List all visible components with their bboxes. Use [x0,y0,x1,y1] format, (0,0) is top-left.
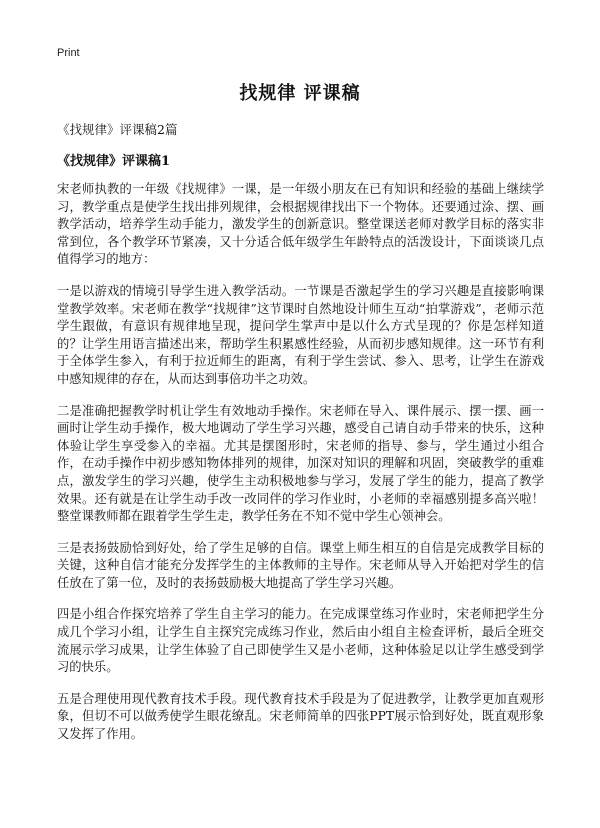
paragraph-point-2: 二是准确把握教学时机让学生有效地动手操作。宋老师在导入、课件展示、摆一摆、画一画时让学生动手操作，极大地调动了学生学习兴趣，感受自己请自动手带来的快乐，这种体验让学生享受参入的幸福。尤其是摆图形时，宋老师的指导、参与，学生通过小组合作，在动手操作中初步感知物体排列的规律，加深对知识的理解和巩固，突破教学的重难点，激发学生的学习兴趣，使学生主动积极地参与学习，发展了学生的能力，提高了教学效果。还有就是在让学生动手改一改同伴的学习作业时，小老师的幸福感别提多高兴啦！整堂课教师都在跟着学生学生走，教学任务在不知不觉中学生心领神会。 [57,403,544,524]
print-link[interactable]: Print [57,47,80,59]
article-body [57,181,544,758]
section-heading: 《找规律》评课稿1 [57,154,171,169]
document-subtitle: 《找规律》评课稿2篇 [57,122,178,137]
paragraph-point-1: 一是以游戏的情境引导学生进入教学活动。一节课是否激起学生的学习兴趣是直接影响课堂教学效率。宋老师在教学“找规律”这节课时自然地设计师生互动“拍掌游戏”，老师示范学生跟做，有意识有规律地呈现，提问学生掌声中是以什么方式呈现的？你是怎样知道的？让学生用语言描述出来，帮助学生积累感性经验，从而初步感知规律。这一环节有利于全体学生参入，有利于拉近师生的距离，有利于学生尝试、参入、思考，让学生在游戏中感知规律的存在，从而达到事倍功半之功效。 [57,283,544,386]
page-title: 找规律 评课稿 [239,83,361,104]
paragraph-point-4: 四是小组合作探究培养了学生自主学习的能力。在完成课堂练习作业时，宋老师把学生分成几个学习小组，让学生自主探究完成练习作业，然后由小组自主检查评析，最后全班交流展示学习成果，让学生体验了自己即使学生又是小老师，这种体验足以让学生感受到学习的快乐。 [57,607,544,675]
paragraph-intro: 宋老师执教的一年级《找规律》一课，是一年级小朋友在已有知识和经验的基础上继续学习，教学重点是使学生找出排列规律，会根据规律找出下一个物体。还要通过涂、摆、画教学活动，培养学生动手能力，激发学生的创新意识。整堂课送老师对教学目标的落实非常到位，各个教学环节紧凑，又十分适合低年级学生年龄特点的活泼设计，下面谈谈几点值得学习的地方： [57,182,544,267]
paragraph-point-3: 三是表扬鼓励恰到好处，给了学生足够的自信。课堂上师生相互的自信是完成教学目标的关键，这种自信才能充分发挥学生的主体教师的主导作。宋老师从导入开始把对学生的信任放在了第一位，及时的表扬鼓励极大地提高了学生学习兴趣。 [57,540,544,590]
paragraph-point-5: 五是合理使用现代教育技术手段。现代教育技术手段是为了促进教学，让教学更加直观形象，但切不可以做秀使学生眼花缭乱。宋老师简单的四张PPT展示恰到好处，既直观形象又发挥了作用。 [57,691,544,742]
